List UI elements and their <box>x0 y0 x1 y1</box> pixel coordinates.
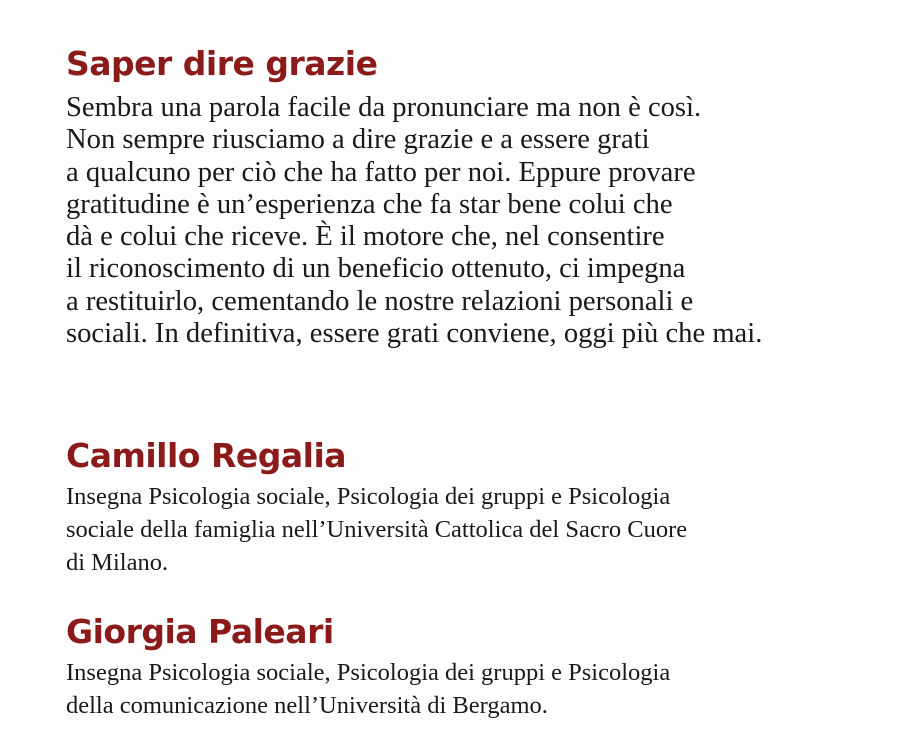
description-line: sociali. In definitiva, essere grati conviene, oggi più che mai. <box>66 318 763 350</box>
bio-line: Insegna Psicologia sociale, Psicologia dei gruppi e Psicologia <box>66 483 671 510</box>
description-line: a qualcuno per ciò che ha fatto per noi. Eppure provare <box>66 156 696 188</box>
description-line: dà e colui che riceve. È il motore che, nel consentire <box>66 221 665 253</box>
bio-line: della comunicazione nell’Università di Bergamo. <box>66 692 548 719</box>
author-bio-camillo-regalia <box>66 480 687 579</box>
bio-line: sociale della famiglia nell’Università Cattolica del Sacro Cuore <box>66 516 688 543</box>
description-line: il riconoscimento di un beneficio ottenuto, ci impegna <box>66 253 686 285</box>
bio-line: di Milano. <box>66 549 169 576</box>
bio-line: Insegna Psicologia sociale, Psicologia dei gruppi e Psicologia <box>66 659 671 686</box>
description-line: a restituirlo, cementando le nostre relazioni personali e <box>66 285 694 317</box>
description-line: gratitudine è un’esperienza che fa star bene colui che <box>66 188 673 220</box>
book-title: Saper dire grazie <box>66 44 378 83</box>
author-name-camillo-regalia: Camillo Regalia <box>66 436 347 475</box>
author-name-giorgia-paleari: Giorgia Paleari <box>66 612 334 651</box>
description-line: Non sempre riusciamo a dire grazie e a essere grati <box>66 124 650 156</box>
description-line: Sembra una parola facile da pronunciare ma non è così. <box>66 92 702 123</box>
author-bio-giorgia-paleari <box>66 656 670 722</box>
book-description <box>66 92 762 350</box>
